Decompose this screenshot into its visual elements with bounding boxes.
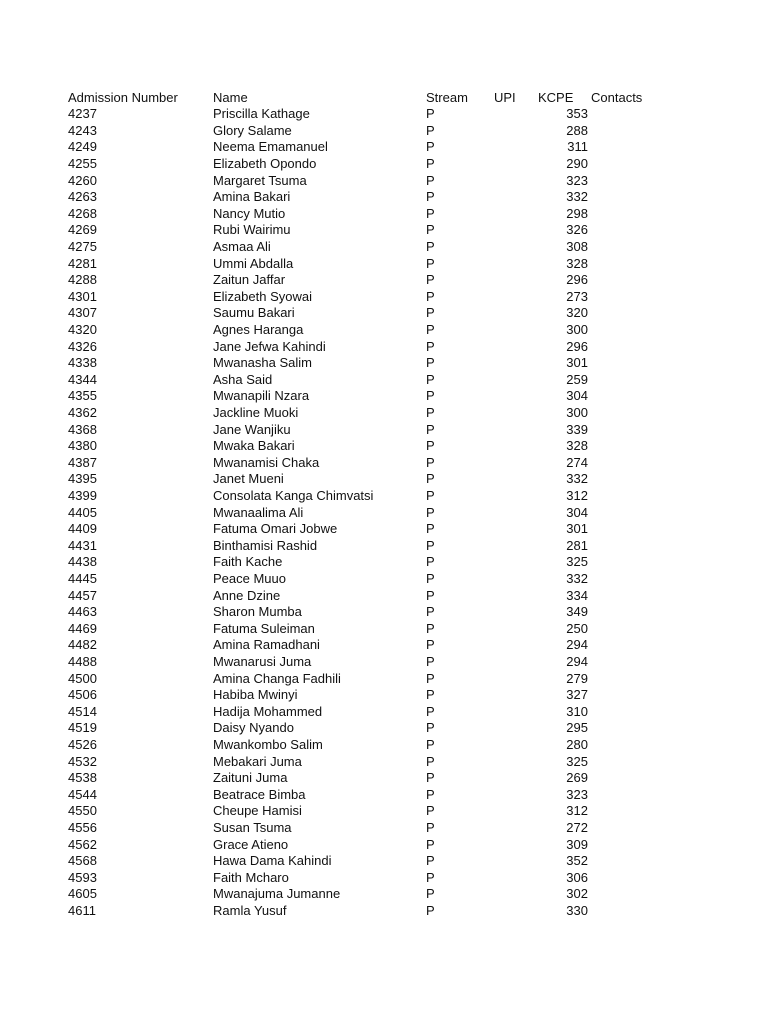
kcpe-cell: 312	[566, 487, 588, 503]
name-cell: Elizabeth Opondo	[213, 155, 317, 171]
stream-cell: P	[426, 753, 435, 769]
table-row	[0, 720, 768, 737]
stream-cell: P	[426, 205, 435, 221]
kcpe-cell: 300	[566, 321, 588, 337]
name-cell: Agnes Haranga	[213, 321, 304, 337]
name-cell: Daisy Nyando	[213, 720, 294, 736]
stream-cell: P	[426, 355, 435, 371]
table-row	[0, 554, 768, 571]
name-cell: Zaituni Juma	[213, 770, 288, 786]
name-cell: Grace Atieno	[213, 836, 289, 852]
table-row	[0, 886, 768, 903]
stream-cell: P	[426, 786, 435, 802]
admission-number-cell: 4249	[68, 139, 97, 155]
admission-number-cell: 4243	[68, 122, 97, 138]
admission-number-cell: 4469	[68, 620, 97, 636]
admission-number-cell: 4605	[68, 886, 97, 902]
admission-number-cell: 4380	[68, 438, 97, 454]
kcpe-cell: 296	[566, 272, 588, 288]
table-row	[0, 206, 768, 223]
kcpe-cell: 328	[566, 438, 588, 454]
admission-number-cell: 4568	[68, 853, 97, 869]
table-row	[0, 671, 768, 688]
table-row	[0, 870, 768, 887]
table-row	[0, 803, 768, 820]
stream-cell: P	[426, 604, 435, 620]
table-row	[0, 837, 768, 854]
table-row	[0, 737, 768, 754]
name-cell: Mwanajuma Jumanne	[213, 886, 341, 902]
table-row	[0, 355, 768, 372]
stream-cell: P	[426, 570, 435, 586]
name-cell: Saumu Bakari	[213, 305, 295, 321]
table-row	[0, 704, 768, 721]
kcpe-cell: 327	[566, 687, 588, 703]
stream-cell: P	[426, 886, 435, 902]
stream-cell: P	[426, 803, 435, 819]
stream-cell: P	[426, 521, 435, 537]
name-cell: Jane Wanjiku	[213, 421, 291, 437]
header-kcpe: KCPE	[538, 89, 574, 105]
kcpe-cell: 290	[566, 155, 588, 171]
kcpe-cell: 353	[566, 106, 588, 122]
kcpe-cell: 312	[566, 803, 588, 819]
name-cell: Hawa Dama Kahindi	[213, 853, 332, 869]
stream-cell: P	[426, 471, 435, 487]
table-row	[0, 289, 768, 306]
name-cell: Amina Bakari	[213, 189, 291, 205]
admission-number-cell: 4538	[68, 770, 97, 786]
kcpe-cell: 323	[566, 172, 588, 188]
admission-number-cell: 4593	[68, 869, 97, 885]
admission-number-cell: 4260	[68, 172, 97, 188]
stream-cell: P	[426, 189, 435, 205]
admission-number-cell: 4255	[68, 155, 97, 171]
name-cell: Margaret Tsuma	[213, 172, 307, 188]
table-row	[0, 754, 768, 771]
kcpe-cell: 332	[566, 570, 588, 586]
table-row	[0, 455, 768, 472]
stream-cell: P	[426, 421, 435, 437]
stream-cell: P	[426, 703, 435, 719]
name-cell: Cheupe Hamisi	[213, 803, 302, 819]
kcpe-cell: 281	[566, 537, 588, 553]
table-row	[0, 787, 768, 804]
table-row	[0, 305, 768, 322]
admission-number-cell: 4237	[68, 106, 97, 122]
kcpe-cell: 304	[566, 388, 588, 404]
kcpe-cell: 269	[566, 770, 588, 786]
stream-cell: P	[426, 670, 435, 686]
stream-cell: P	[426, 554, 435, 570]
table-row	[0, 222, 768, 239]
stream-cell: P	[426, 869, 435, 885]
name-cell: Peace Muuo	[213, 570, 286, 586]
kcpe-cell: 330	[566, 902, 588, 918]
stream-cell: P	[426, 620, 435, 636]
stream-cell: P	[426, 321, 435, 337]
stream-cell: P	[426, 438, 435, 454]
table-row	[0, 770, 768, 787]
admission-number-cell: 4263	[68, 189, 97, 205]
kcpe-cell: 298	[566, 205, 588, 221]
admission-number-cell: 4438	[68, 554, 97, 570]
admission-number-cell: 4532	[68, 753, 97, 769]
stream-cell: P	[426, 106, 435, 122]
kcpe-cell: 310	[566, 703, 588, 719]
name-cell: Mwanaalima Ali	[213, 504, 304, 520]
stream-cell: P	[426, 404, 435, 420]
admission-number-cell: 4368	[68, 421, 97, 437]
stream-cell: P	[426, 222, 435, 238]
table-row	[0, 521, 768, 538]
stream-cell: P	[426, 537, 435, 553]
stream-cell: P	[426, 122, 435, 138]
table-row	[0, 422, 768, 439]
admission-number-cell: 4288	[68, 272, 97, 288]
table-row	[0, 322, 768, 339]
stream-cell: P	[426, 155, 435, 171]
stream-cell: P	[426, 255, 435, 271]
table-row	[0, 156, 768, 173]
table-row	[0, 853, 768, 870]
stream-cell: P	[426, 720, 435, 736]
table-row	[0, 339, 768, 356]
stream-cell: P	[426, 238, 435, 254]
kcpe-cell: 326	[566, 222, 588, 238]
kcpe-cell: 301	[566, 521, 588, 537]
table-row	[0, 588, 768, 605]
admission-number-cell: 4362	[68, 404, 97, 420]
stream-cell: P	[426, 587, 435, 603]
kcpe-cell: 294	[566, 637, 588, 653]
table-row	[0, 372, 768, 389]
admission-number-cell: 4611	[68, 902, 96, 918]
kcpe-cell: 279	[566, 670, 588, 686]
kcpe-cell: 323	[566, 786, 588, 802]
stream-cell: P	[426, 272, 435, 288]
table-row	[0, 903, 768, 920]
name-cell: Mwanapili Nzara	[213, 388, 310, 404]
table-row	[0, 438, 768, 455]
table-row	[0, 505, 768, 522]
stream-cell: P	[426, 770, 435, 786]
name-cell: Jane Jefwa Kahindi	[213, 338, 326, 354]
name-cell: Mwanasha Salim	[213, 355, 312, 371]
stream-cell: P	[426, 687, 435, 703]
name-cell: Rubi Wairimu	[213, 222, 291, 238]
name-cell: Mebakari Juma	[213, 753, 302, 769]
admission-number-cell: 4519	[68, 720, 97, 736]
admission-number-cell: 4409	[68, 521, 97, 537]
admission-number-cell: 4514	[68, 703, 97, 719]
name-cell: Fatuma Suleiman	[213, 620, 315, 636]
kcpe-cell: 334	[566, 587, 588, 603]
admission-number-cell: 4556	[68, 819, 97, 835]
name-cell: Ummi Abdalla	[213, 255, 294, 271]
kcpe-cell: 325	[566, 554, 588, 570]
table-row	[0, 139, 768, 156]
stream-cell: P	[426, 371, 435, 387]
name-cell: Faith Mcharo	[213, 869, 289, 885]
table-row	[0, 687, 768, 704]
name-cell: Fatuma Omari Jobwe	[213, 521, 338, 537]
table-row	[0, 189, 768, 206]
admission-number-cell: 4320	[68, 321, 97, 337]
name-cell: Amina Ramadhani	[213, 637, 320, 653]
name-cell: Mwankombo Salim	[213, 736, 323, 752]
kcpe-cell: 349	[566, 604, 588, 620]
stream-cell: P	[426, 653, 435, 669]
kcpe-cell: 332	[566, 189, 588, 205]
name-cell: Asmaa Ali	[213, 238, 271, 254]
header-contacts: Contacts	[591, 89, 643, 105]
name-cell: Faith Kache	[213, 554, 283, 570]
kcpe-cell: 250	[566, 620, 588, 636]
name-cell: Binthamisi Rashid	[213, 537, 318, 553]
admission-number-cell: 4431	[68, 537, 97, 553]
table-row	[0, 123, 768, 140]
admission-number-cell: 4457	[68, 587, 97, 603]
table-row	[0, 571, 768, 588]
admission-number-cell: 4326	[68, 338, 97, 354]
kcpe-cell: 306	[566, 869, 588, 885]
table-row	[0, 173, 768, 190]
table-row	[0, 272, 768, 289]
kcpe-cell: 301	[566, 355, 588, 371]
admission-number-cell: 4399	[68, 487, 97, 503]
table-row	[0, 405, 768, 422]
stream-cell: P	[426, 454, 435, 470]
stream-cell: P	[426, 305, 435, 321]
admission-number-cell: 4268	[68, 205, 97, 221]
kcpe-cell: 352	[566, 853, 588, 869]
name-cell: Amina Changa Fadhili	[213, 670, 341, 686]
stream-cell: P	[426, 388, 435, 404]
admission-number-cell: 4506	[68, 687, 97, 703]
table-row	[0, 604, 768, 621]
name-cell: Hadija Mohammed	[213, 703, 323, 719]
kcpe-cell: 259	[566, 371, 588, 387]
admission-number-cell: 4562	[68, 836, 97, 852]
admission-number-cell: 4307	[68, 305, 97, 321]
stream-cell: P	[426, 637, 435, 653]
stream-cell: P	[426, 836, 435, 852]
name-cell: Asha Said	[213, 371, 273, 387]
stream-cell: P	[426, 172, 435, 188]
table-row	[0, 239, 768, 256]
kcpe-cell: 272	[566, 819, 588, 835]
name-cell: Beatrace Bimba	[213, 786, 306, 802]
admission-number-cell: 4463	[68, 604, 97, 620]
kcpe-cell: 288	[566, 122, 588, 138]
name-cell: Nancy Mutio	[213, 205, 286, 221]
admission-number-cell: 4395	[68, 471, 97, 487]
name-cell: Mwanamisi Chaka	[213, 454, 320, 470]
stream-cell: P	[426, 288, 435, 304]
admission-number-cell: 4355	[68, 388, 97, 404]
kcpe-cell: 308	[566, 238, 588, 254]
table-row	[0, 388, 768, 405]
stream-cell: P	[426, 902, 435, 918]
name-cell: Consolata Kanga Chimvatsi	[213, 487, 374, 503]
name-cell: Mwanarusi Juma	[213, 653, 312, 669]
table-header-row	[0, 90, 768, 107]
kcpe-cell: 325	[566, 753, 588, 769]
name-cell: Mwaka Bakari	[213, 438, 295, 454]
kcpe-cell: 311	[567, 139, 588, 155]
header-upi: UPI	[494, 89, 516, 105]
kcpe-cell: 273	[566, 288, 588, 304]
admission-number-cell: 4550	[68, 803, 97, 819]
table-row	[0, 488, 768, 505]
name-cell: Glory Salame	[213, 122, 292, 138]
admission-number-cell: 4500	[68, 670, 97, 686]
stream-cell: P	[426, 338, 435, 354]
header-name: Name	[213, 89, 248, 105]
name-cell: Anne Dzine	[213, 587, 281, 603]
name-cell: Jackline Muoki	[213, 404, 299, 420]
stream-cell: P	[426, 487, 435, 503]
admission-number-cell: 4338	[68, 355, 97, 371]
admission-number-cell: 4482	[68, 637, 97, 653]
admission-number-cell: 4269	[68, 222, 97, 238]
name-cell: Zaitun Jaffar	[213, 272, 286, 288]
admission-number-cell: 4344	[68, 371, 97, 387]
name-cell: Elizabeth Syowai	[213, 288, 312, 304]
stream-cell: P	[426, 819, 435, 835]
name-cell: Priscilla Kathage	[213, 106, 310, 122]
table-row	[0, 654, 768, 671]
table-row	[0, 538, 768, 555]
kcpe-cell: 274	[566, 454, 588, 470]
name-cell: Neema Emamanuel	[213, 139, 328, 155]
kcpe-cell: 295	[566, 720, 588, 736]
table-row	[0, 471, 768, 488]
kcpe-cell: 294	[566, 653, 588, 669]
kcpe-cell: 304	[566, 504, 588, 520]
name-cell: Janet Mueni	[213, 471, 284, 487]
name-cell: Sharon Mumba	[213, 604, 302, 620]
kcpe-cell: 339	[566, 421, 588, 437]
table-row	[0, 820, 768, 837]
kcpe-cell: 302	[566, 886, 588, 902]
admission-number-cell: 4405	[68, 504, 97, 520]
header-stream: Stream	[426, 89, 468, 105]
admission-number-cell: 4275	[68, 238, 97, 254]
admission-number-cell: 4301	[68, 288, 97, 304]
admission-number-cell: 4544	[68, 786, 97, 802]
stream-cell: P	[426, 736, 435, 752]
stream-cell: P	[426, 139, 435, 155]
kcpe-cell: 309	[566, 836, 588, 852]
kcpe-cell: 332	[566, 471, 588, 487]
kcpe-cell: 328	[566, 255, 588, 271]
admission-number-cell: 4387	[68, 454, 97, 470]
name-cell: Habiba Mwinyi	[213, 687, 298, 703]
stream-cell: P	[426, 853, 435, 869]
kcpe-cell: 320	[566, 305, 588, 321]
table-row	[0, 621, 768, 638]
name-cell: Susan Tsuma	[213, 819, 292, 835]
table-row	[0, 106, 768, 123]
admission-number-cell: 4281	[68, 255, 97, 271]
name-cell: Ramla Yusuf	[213, 902, 287, 918]
stream-cell: P	[426, 504, 435, 520]
admission-number-cell: 4445	[68, 570, 97, 586]
kcpe-cell: 300	[566, 404, 588, 420]
kcpe-cell: 296	[566, 338, 588, 354]
table-row	[0, 256, 768, 273]
admission-number-cell: 4488	[68, 653, 97, 669]
table-row	[0, 637, 768, 654]
kcpe-cell: 280	[566, 736, 588, 752]
header-admission-number: Admission Number	[68, 89, 178, 105]
admission-number-cell: 4526	[68, 736, 97, 752]
